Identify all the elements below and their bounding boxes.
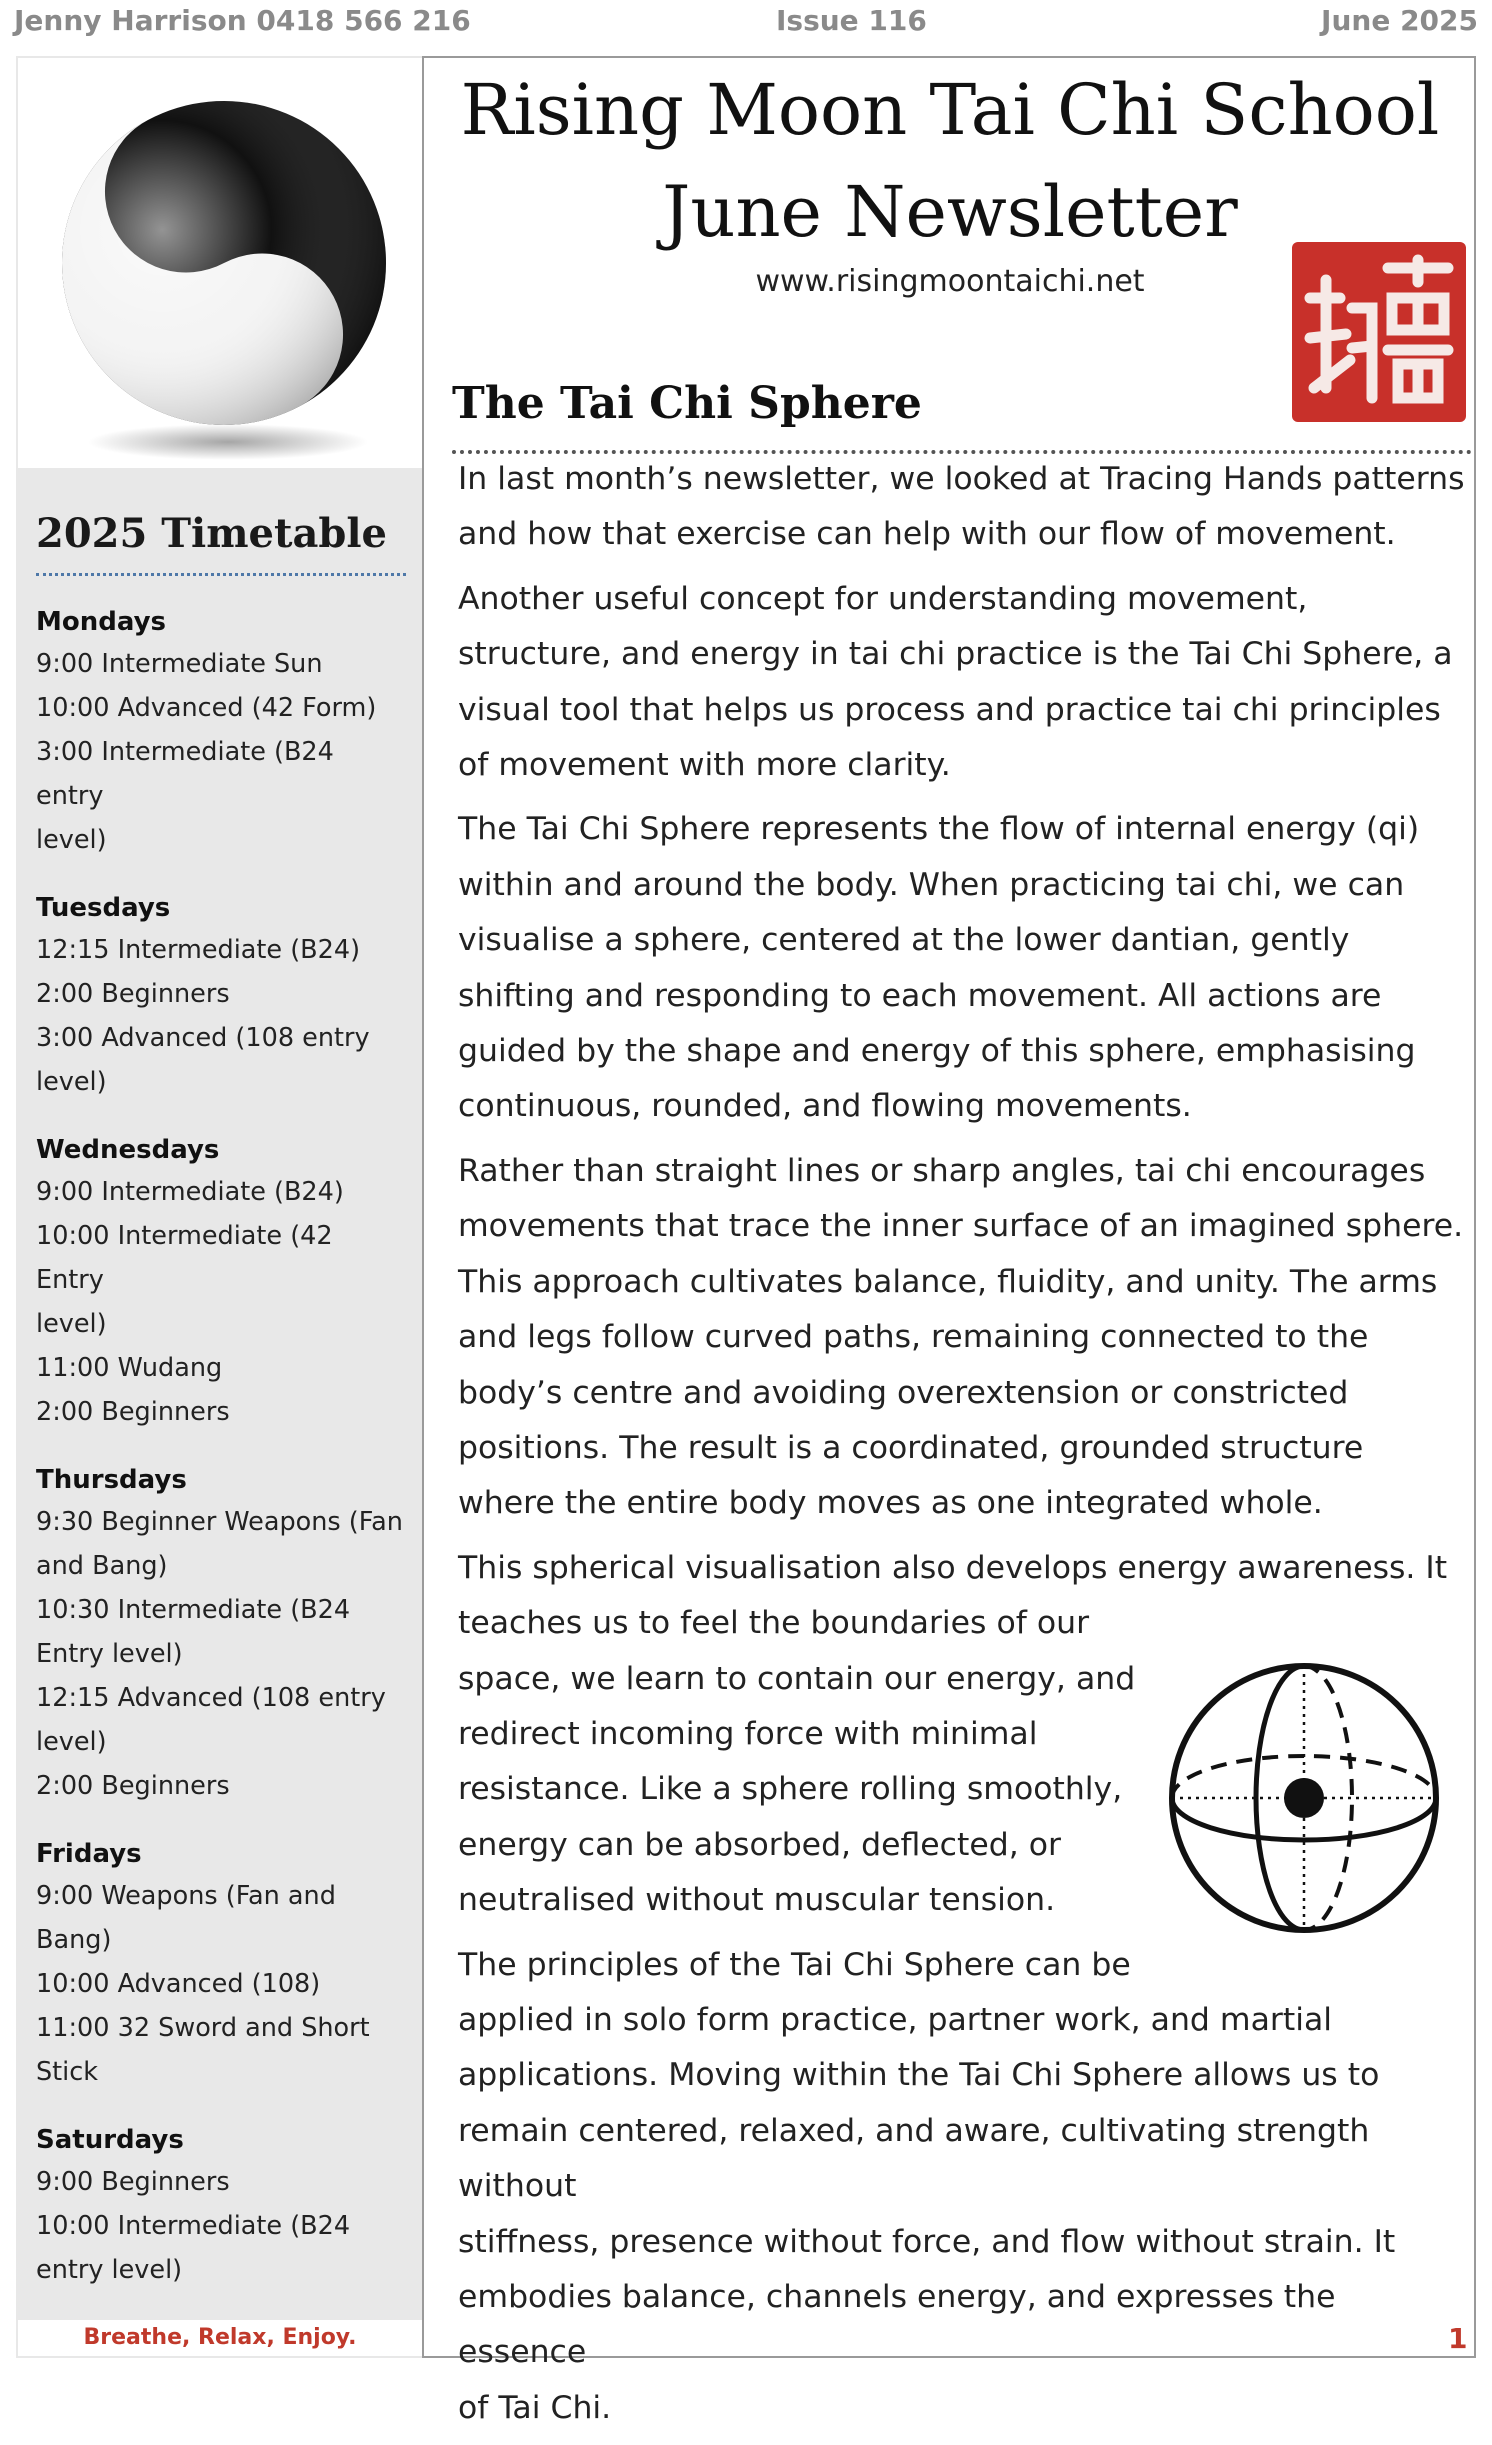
timetable-days xyxy=(36,602,406,2292)
line: teaches us to feel the boundaries of our xyxy=(458,1605,1090,1642)
timetable-entry: 12:15 Advanced (108 entry xyxy=(36,1683,386,1713)
timetable-day-heading: Wednesdays xyxy=(36,1135,220,1165)
line: energy can be absorbed, deflected, or xyxy=(458,1826,1061,1863)
newsletter-title-line2: June Newsletter xyxy=(662,171,1238,253)
timetable-entry: Entry level) xyxy=(36,1639,183,1669)
line: This spherical visualisation also develops energy awareness. It xyxy=(458,1549,1448,1586)
timetable-entry: 2:00 Beginners xyxy=(36,979,230,1009)
motto: Breathe, Relax, Enjoy. xyxy=(18,2320,422,2356)
timetable-day-heading: Tuesdays xyxy=(36,893,171,923)
timetable-entry: level) xyxy=(36,1067,107,1097)
timetable-entry: 3:00 Intermediate (B24 entry xyxy=(36,737,334,811)
timetable-entry: 9:30 Beginner Weapons (Fan xyxy=(36,1507,403,1537)
yin-yang-icon xyxy=(18,58,422,468)
timetable-entry: 11:00 Wudang xyxy=(36,1353,223,1383)
timetable-entry: 9:00 Intermediate (B24) xyxy=(36,1177,344,1207)
timetable-entry: Bang) xyxy=(36,1925,112,1955)
timetable-entry: 9:00 Weapons (Fan and xyxy=(36,1881,336,1911)
timetable-entry: 10:00 Advanced (42 Form) xyxy=(36,693,377,723)
article-body xyxy=(458,452,1468,2445)
timetable-entry: 10:00 Advanced (108) xyxy=(36,1969,321,1999)
page-number: 1 xyxy=(1448,2322,1468,2355)
page-header xyxy=(0,0,1492,48)
seal-stamp-icon xyxy=(1288,238,1470,426)
paragraph: The Tai Chi Sphere represents the flow of internal energy (qi) within and around the body. When practicing tai chi, we can visualise a sphere, centered at the lower dantian, gently shifting and responding to each movement. All actions are guided by the shape and energy of this sphere, emphasising continuous, rounded, and flowing movements. xyxy=(458,811,1420,1125)
timetable-entry: 10:30 Intermediate (B24 xyxy=(36,1595,351,1625)
line: redirect incoming force with minimal xyxy=(458,1715,1038,1752)
timetable-entry: 12:15 Intermediate (B24) xyxy=(36,935,361,965)
timetable-day-heading: Mondays xyxy=(36,607,167,637)
paragraph: In last month’s newsletter, we looked at Tracing Hands patterns and how that exercise can help with our flow of movement. xyxy=(458,461,1465,553)
paragraph: Another useful concept for understanding movement, structure, and energy in tai chi practice is the Tai Chi Sphere, a visual tool that helps us process and practice tai chi principles of movement with more clarity. xyxy=(458,580,1453,784)
line: of Tai Chi. xyxy=(458,2389,612,2426)
logo-area xyxy=(18,58,422,468)
paragraph xyxy=(458,1938,1468,2437)
timetable-entry: 2:00 Beginners xyxy=(36,1397,230,1427)
newsletter-title-line1: Rising Moon Tai Chi School xyxy=(460,69,1440,151)
issue-date: June 2025 xyxy=(1321,4,1478,37)
timetable-entry: and Bang) xyxy=(36,1551,168,1581)
timetable-day-heading: Saturdays xyxy=(36,2125,184,2155)
line: The principles of the Tai Chi Sphere can be xyxy=(458,1946,1131,1983)
sphere-diagram-icon xyxy=(1166,1660,1442,1936)
timetable-entry: 3:00 Advanced (108 entry xyxy=(36,1023,370,1053)
timetable-entry: level) xyxy=(36,825,107,855)
line: remain centered, relaxed, and aware, cultivating strength without xyxy=(458,2112,1370,2205)
timetable-entry: level) xyxy=(36,1727,107,1757)
timetable-entry: Stick xyxy=(36,2057,99,2087)
timetable-entry: entry level) xyxy=(36,2255,183,2285)
line: embodies balance, channels energy, and expresses the essence xyxy=(458,2279,1336,2371)
line: resistance. Like a sphere rolling smoothly, xyxy=(458,1771,1123,1808)
timetable-entry: 11:00 32 Sword and Short xyxy=(36,2013,370,2043)
timetable-entry: 9:00 Beginners xyxy=(36,2167,230,2197)
timetable-entry: 9:00 Intermediate Sun xyxy=(36,649,323,679)
timetable-entry: 10:00 Intermediate (42 Entry xyxy=(36,1221,333,1295)
timetable-day-heading: Thursdays xyxy=(36,1465,187,1495)
contact-line: Jenny Harrison 0418 566 216 xyxy=(14,4,471,37)
paragraph: Rather than straight lines or sharp angles, tai chi encourages movements that trace the inner surface of an imagined sphere. This approach cultivates balance, fluidity, and unity. The arms and legs follow curved paths, remaining connected to the body’s centre and avoiding overextension or constricted positions. The result is a coordinated, grounded structure where the entire body moves as one integrated whole. xyxy=(458,1152,1464,1522)
timetable-entry: level) xyxy=(36,1309,107,1339)
issue-number: Issue 116 xyxy=(776,4,927,37)
timetable-title: 2025 Timetable xyxy=(36,510,406,576)
article-heading: The Tai Chi Sphere xyxy=(452,378,922,429)
timetable-entry: 2:00 Beginners xyxy=(36,1771,230,1801)
timetable-day-heading: Fridays xyxy=(36,1839,142,1869)
line: applications. Moving within the Tai Chi Sphere allows us to xyxy=(458,2057,1380,2094)
line: neutralised without muscular tension. xyxy=(458,1882,1056,1919)
timetable xyxy=(36,510,406,2292)
line: space, we learn to contain our energy, and xyxy=(458,1660,1136,1697)
line: applied in solo form practice, partner work, and martial xyxy=(458,2001,1333,2038)
masthead xyxy=(426,58,1474,299)
line: stiffness, presence without force, and flow without strain. It xyxy=(458,2223,1396,2260)
website-url: www.risingmoontaichi.net xyxy=(755,264,1145,299)
timetable-entry: 10:00 Intermediate (B24 xyxy=(36,2211,351,2241)
